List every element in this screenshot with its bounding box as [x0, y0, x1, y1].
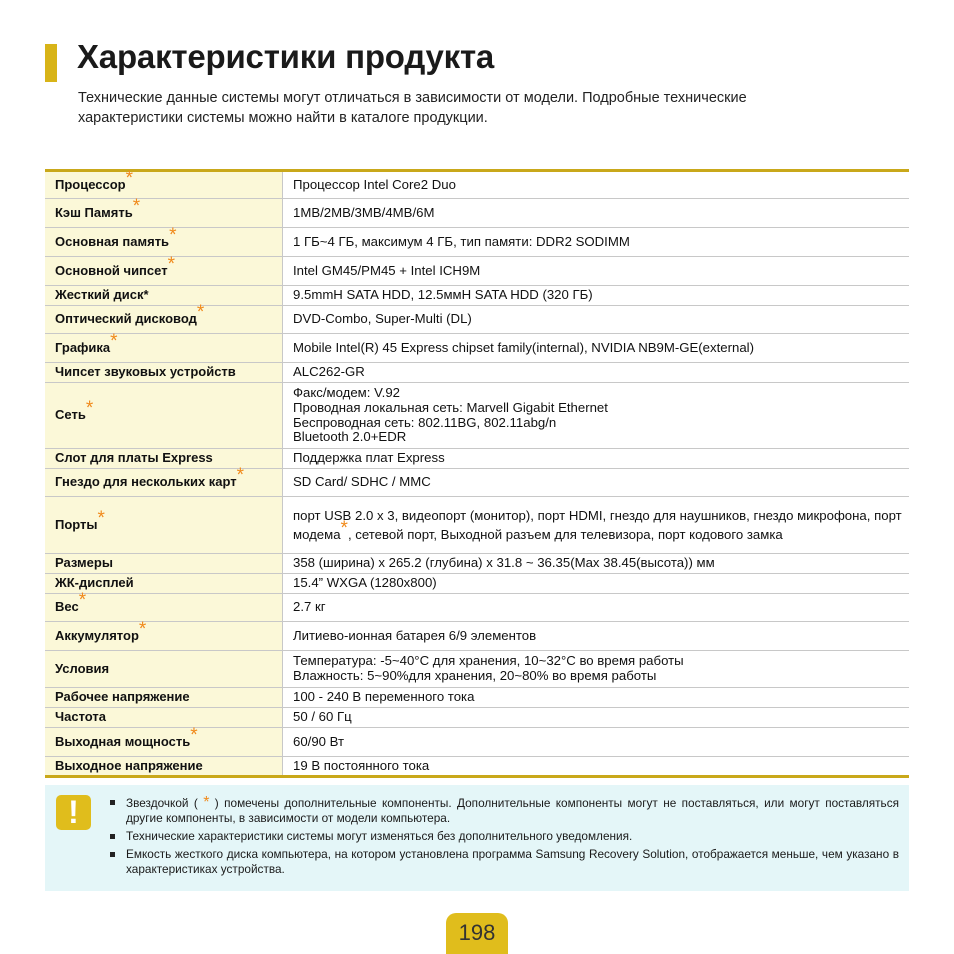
spec-label-text: Частота [55, 709, 107, 725]
spec-label-text: Графика [55, 339, 111, 355]
spec-value [283, 171, 910, 199]
spec-label-text: Слот для платы Express [55, 450, 213, 466]
spec-value [283, 728, 910, 757]
spec-value [283, 708, 910, 728]
spec-label-text: Условия [55, 660, 110, 676]
table-row [45, 594, 909, 622]
spec-value [283, 651, 910, 688]
spec-value [283, 449, 910, 469]
page-number: 198 [446, 913, 508, 954]
spec-value-line: 358 (ширина) x 265.2 (глубина) x 31.8 ~ 36.35(Max 38.45(высота)) мм [293, 555, 715, 571]
table-row [45, 334, 909, 363]
spec-value [283, 257, 910, 286]
table-row [45, 199, 909, 228]
table-row [45, 574, 909, 594]
spec-value-text: , сетевой порт, Выходной разъем для телевизора, порт кодового замка [347, 527, 783, 542]
table-row [45, 469, 909, 497]
spec-value-line: ALC262-GR [293, 364, 365, 380]
spec-value-line: Температура: -5~40°C для хранения, 10~32°C во время работы [293, 653, 684, 669]
spec-value [283, 688, 910, 708]
note-text: Звездочкой ( [126, 796, 204, 810]
table-row [45, 708, 909, 728]
spec-label-text: Выходное напряжение [55, 757, 203, 773]
spec-label-text: Выходная мощность [55, 733, 191, 749]
spec-label-text: Размеры [55, 555, 113, 571]
star-marker: * [78, 590, 87, 612]
spec-label [45, 253, 283, 286]
spec-value-line: Литиево-ионная батарея 6/9 элементов [293, 627, 537, 643]
note-list [109, 795, 899, 880]
spec-value-line: SD Card/ SDHC / MMC [293, 474, 431, 490]
spec-value-line: 9.5mmH SATA HDD, 12.5ммH SATA HDD (320 ГБ) [293, 287, 593, 303]
spec-label-text: Гнездо для нескольких карт [55, 474, 237, 490]
spec-label [45, 651, 283, 688]
spec-value-line: Влажность: 5~90%для хранения, 20~80% во время работы [293, 668, 657, 683]
star-marker: * [97, 507, 105, 529]
spec-label [45, 302, 283, 334]
spec-label-text: Аккумулятор [55, 627, 139, 643]
table-row [45, 757, 909, 777]
spec-value [283, 334, 910, 363]
table-row [45, 228, 909, 257]
spec-label-text: Оптический дисковод [55, 311, 197, 327]
spec-label-text: Сеть [55, 407, 86, 423]
star-marker: * [203, 794, 210, 811]
spec-value [283, 199, 910, 228]
star-marker: * [340, 518, 348, 539]
spec-label [45, 449, 283, 469]
spec-value-line: 15.4” WXGA (1280x800) [293, 575, 437, 591]
spec-value [283, 383, 910, 449]
star-marker: * [169, 224, 177, 246]
spec-value-line: 100 - 240 В переменного тока [293, 689, 475, 705]
spec-label-text: Процессор [55, 176, 126, 192]
star-marker: * [138, 618, 147, 640]
spec-value [283, 497, 910, 554]
table-row [45, 449, 909, 469]
intro-text: Технические данные системы могут отличаться в зависимости от модели. Подробные технические характеристики системы можно найти в каталоге продукции. [78, 90, 747, 126]
table-row [45, 257, 909, 286]
table-row [45, 688, 909, 708]
table-row [45, 363, 909, 383]
spec-label [45, 286, 283, 306]
spec-value-line: Mobile Intel(R) 45 Express chipset family(internal), NVIDIA NB9M-GE(external) [293, 339, 754, 355]
spec-value [283, 306, 910, 334]
spec-label [45, 167, 283, 199]
page-title: Характеристики продукта [77, 38, 495, 75]
note-text: ) помечены дополнительные компоненты. Дополнительные компоненты могут не поставляться, или могут поставляться другие компоненты, в зависимости от модели компьютера. [126, 796, 899, 825]
spec-table [45, 169, 909, 778]
spec-value [283, 286, 910, 306]
spec-value-line: DVD-Combo, Super-Multi (DL) [293, 311, 472, 327]
spec-label-text: Вес [55, 599, 79, 615]
spec-value-line: Процессор Intel Core2 Duo [293, 176, 456, 192]
spec-value-line: 19 В постоянного тока [293, 757, 430, 773]
spec-label [45, 590, 283, 622]
spec-label [45, 757, 283, 777]
star-marker: * [110, 330, 118, 352]
spec-label-text: Основная память [55, 233, 170, 249]
spec-label-text: ЖК-дисплей [55, 575, 134, 591]
table-row [45, 286, 909, 306]
spec-value-line: 60/90 Вт [293, 733, 345, 749]
spec-label-text: Чипсет звуковых устройств [55, 364, 236, 380]
spec-value [283, 757, 910, 777]
star-marker: * [132, 195, 141, 217]
table-row [45, 554, 909, 574]
title-accent-bar [45, 44, 57, 82]
table-row [45, 383, 909, 449]
star-marker: * [85, 398, 94, 420]
spec-label-text: Кэш Память [55, 204, 133, 220]
spec-value [283, 574, 910, 594]
star-marker: * [236, 465, 245, 487]
spec-value [283, 622, 910, 651]
spec-label-text: Порты [55, 516, 98, 532]
spec-label [45, 724, 283, 757]
spec-value-line: Факс/модем: V.92 [293, 385, 400, 401]
spec-label [45, 330, 283, 363]
spec-value-line: 1 ГБ~4 ГБ, максимум 4 ГБ, тип памяти: DDR2 SODIMM [293, 233, 630, 249]
spec-value [283, 594, 910, 622]
table-row [45, 171, 909, 199]
table-row [45, 497, 909, 554]
spec-label [45, 688, 283, 708]
spec-value-line: Bluetooth 2.0+EDR [293, 429, 407, 445]
spec-value [283, 554, 910, 574]
table-row [45, 728, 909, 757]
spec-value-line: 50 / 60 Гц [293, 709, 352, 725]
note-box [45, 785, 909, 891]
spec-value-line: Intel GM45/PM45 + Intel ICH9M [293, 262, 481, 278]
note-item: Емкость жесткого диска компьютера, на котором установлена программа Samsung Recovery Solution, отображается меньше, чем указано в характеристиках устройства. [109, 847, 899, 877]
spec-label-text: Основной чипсет [55, 262, 168, 278]
star-marker: * [190, 724, 198, 746]
table-row [45, 622, 909, 651]
star-marker: * [196, 302, 205, 324]
spec-value-line: Проводная локальная сеть: Marvell Gigabit Ethernet [293, 399, 608, 415]
spec-label [45, 465, 283, 497]
spec-label [45, 383, 283, 449]
spec-value [283, 228, 910, 257]
spec-label-text: Рабочее напряжение [55, 689, 190, 705]
star-marker: * [167, 253, 175, 275]
note-item: Технические характеристики системы могут изменяться без дополнительного уведомления. [109, 829, 899, 844]
spec-value-line: 2.7 кг [293, 599, 326, 615]
spec-label [45, 497, 283, 554]
spec-value [283, 363, 910, 383]
spec-label-text: Жесткий диск* [55, 287, 149, 303]
spec-label [45, 195, 283, 228]
spec-label [45, 618, 283, 651]
table-row [45, 651, 909, 688]
spec-label [45, 224, 283, 257]
spec-value-text: порт USB 2.0 x 3, видеопорт (монитор), порт HDMI, гнездо для наушников, гнездо микрофона, порт модема [293, 508, 902, 542]
note-item [109, 795, 899, 826]
spec-value-line: 1MB/2MB/3MB/4MB/6M [293, 204, 435, 220]
spec-value [283, 469, 910, 497]
exclamation-icon: ! [56, 795, 91, 830]
spec-value-line: Поддержка плат Express [293, 450, 445, 466]
spec-label [45, 554, 283, 574]
spec-label [45, 363, 283, 383]
spec-label [45, 708, 283, 728]
spec-value-line: Беспроводная сеть: 802.11BG, 802.11abg/n [293, 414, 557, 430]
star-marker: * [125, 167, 134, 189]
table-row [45, 306, 909, 334]
